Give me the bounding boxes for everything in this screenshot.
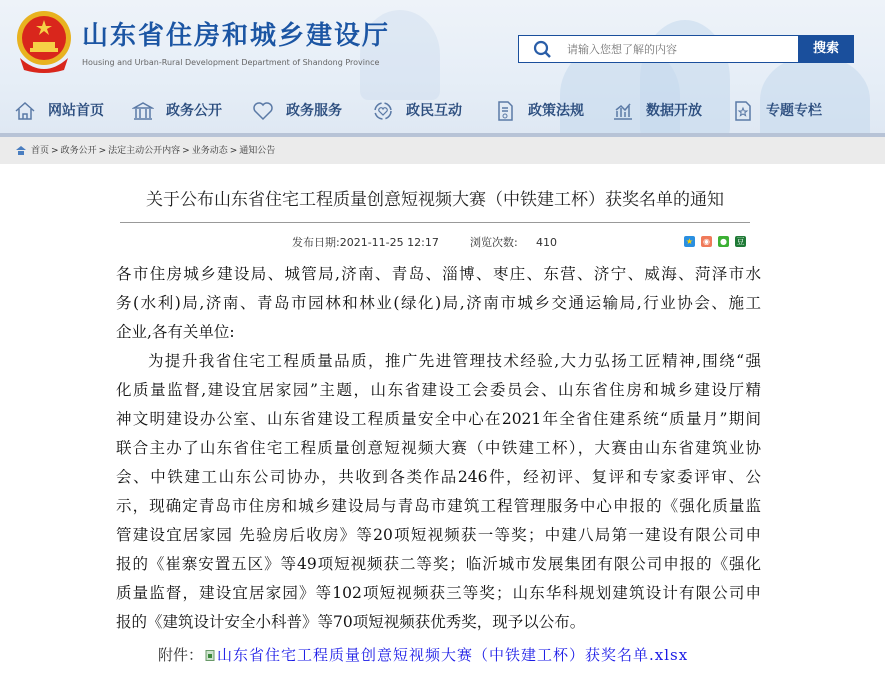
site-header bbox=[0, 0, 885, 133]
breadcrumb-statutory[interactable]: 法定主动公开内容 bbox=[108, 145, 181, 156]
body-line: 报的《建筑设计安全小科普》等70项短视频获优秀奖，现予以公布。 bbox=[116, 613, 586, 631]
body-line: 企业,各有关单位: bbox=[116, 323, 235, 341]
body-line: 会、中铁建工山东公司协办，共收到各类作品246件，经初评、复评和专家委评审、公 bbox=[116, 468, 761, 486]
national-emblem-logo bbox=[14, 10, 74, 76]
breadcrumb-business[interactable]: 业务动态 bbox=[191, 145, 228, 156]
body-line: 务(水利)局,济南、青岛市园林和林业(绿化)局,济南市城乡交通运输局,行业协会、施工 bbox=[116, 294, 761, 312]
home-icon bbox=[16, 146, 26, 155]
document-icon bbox=[494, 100, 516, 122]
nav-special-topics[interactable]: 专题专栏 bbox=[732, 96, 822, 126]
breadcrumb-home[interactable]: 首页 bbox=[31, 145, 50, 156]
attachment-label: 附件： bbox=[158, 646, 204, 664]
nav-open-data[interactable]: 数据开放 bbox=[612, 96, 702, 126]
body-line: 质量监督，建设宜居家园》等102项短视频获三等奖；山东华科规划建筑设计有限公司申 bbox=[116, 584, 761, 602]
title-divider bbox=[120, 222, 750, 223]
star-file-icon bbox=[732, 100, 754, 122]
body-line: 为提升我省住宅工程质量品质，推广先进管理技术经验,大力弘扬工匠精神,围绕“强 bbox=[148, 352, 761, 370]
handshake-icon bbox=[252, 100, 274, 122]
chart-icon bbox=[612, 100, 634, 122]
interaction-icon bbox=[372, 100, 394, 122]
site-subtitle: Housing and Urban-Rural Development Department of Shandong Province bbox=[82, 58, 380, 67]
home-icon bbox=[14, 100, 36, 122]
attachment-link[interactable]: 山东省住宅工程质量创意短视频大赛（中铁建工杯）获奖名单.xlsx bbox=[217, 646, 689, 664]
search-button[interactable]: 搜索 bbox=[798, 35, 854, 63]
nav-interaction[interactable]: 政民互动 bbox=[372, 96, 462, 126]
body-line: 神文明建设办公室、山东省建设工程质量安全中心在2021年全省住建系统“质量月”期间 bbox=[116, 410, 761, 428]
attachment bbox=[158, 644, 688, 666]
share-buttons bbox=[684, 236, 746, 247]
breadcrumb-notices[interactable]: 通知公告 bbox=[239, 145, 276, 156]
search-bar bbox=[518, 35, 854, 63]
building-icon bbox=[132, 100, 154, 122]
article-title: 关于公布山东省住宅工程质量创意短视频大赛（中铁建工杯）获奖名单的通知 bbox=[146, 190, 724, 210]
publish-date: 发布日期:2021-11-25 12:17 bbox=[292, 236, 439, 249]
body-line: 示，现确定青岛市住房和城乡建设局与青岛市建筑工程管理服务中心申报的《强化质量监 bbox=[116, 497, 761, 515]
body-line: 联合主办了山东省住宅工程质量创意短视频大赛（中铁建工杯），大赛由山东省建筑业协 bbox=[116, 439, 761, 457]
nav-services[interactable]: 政务服务 bbox=[252, 96, 342, 126]
douban-share-icon[interactable]: 豆 bbox=[736, 237, 745, 246]
body-line: 报的《崔寨安置五区》等49项短视频获二等奖；临沂城市发展集团有限公司申报的《强化 bbox=[116, 555, 761, 573]
views-label: 浏览次数: bbox=[470, 236, 518, 249]
site-title: 山东省住房和城乡建设厅 bbox=[82, 21, 391, 51]
search-icon bbox=[533, 40, 553, 60]
body-line: 管建设宜居家园 先验房后收房》等20项短视频获一等奖；中建八局第一建设有限公司申 bbox=[116, 526, 761, 544]
nav-government-affairs[interactable]: 政务公开 bbox=[132, 96, 222, 126]
body-line: 各市住房城乡建设局、城管局,济南、青岛、淄博、枣庄、东营、济宁、威海、菏泽市水 bbox=[116, 265, 761, 283]
main-nav bbox=[0, 96, 885, 126]
search-input[interactable] bbox=[567, 40, 787, 58]
breadcrumb-gov[interactable]: 政务公开 bbox=[60, 145, 97, 156]
wechat-share-icon[interactable]: ● bbox=[718, 236, 729, 247]
excel-file-icon bbox=[205, 650, 215, 661]
weibo-share-icon[interactable]: ◉ bbox=[701, 236, 712, 247]
breadcrumb: 首页 > 政务公开 > 法定主动公开内容 > 业务动态 > 通知公告 bbox=[0, 137, 885, 164]
body-line: 化质量监督,建设宜居家园”主题，山东省建设工会委员会、山东省住房和城乡建设厅精 bbox=[116, 381, 761, 399]
qzone-share-icon[interactable]: ★ bbox=[685, 237, 694, 246]
views-count: 410 bbox=[536, 236, 557, 249]
nav-policies[interactable]: 政策法规 bbox=[494, 96, 584, 126]
article-body bbox=[116, 260, 761, 637]
nav-home[interactable]: 网站首页 bbox=[14, 96, 104, 126]
